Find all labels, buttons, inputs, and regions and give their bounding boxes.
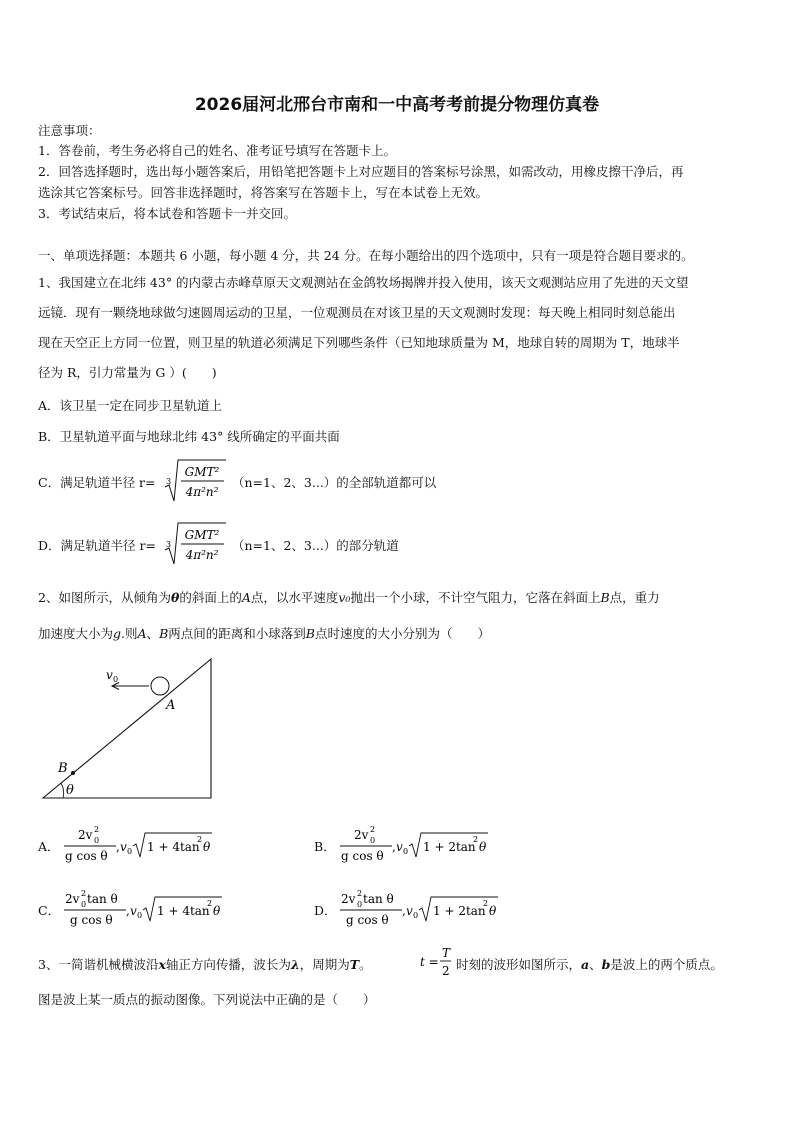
- q2-option-c-label: C．: [38, 903, 61, 918]
- q3-line-1-cont: 时刻的波形如图所示，a、b是波上的两个质点。: [456, 957, 723, 972]
- q2-option-d-formula: [338, 886, 508, 932]
- svg-text:2v: 2v: [341, 892, 356, 906]
- svg-text:v: v: [120, 840, 127, 854]
- theta-label: θ: [66, 783, 74, 798]
- v0-label: v: [106, 668, 113, 682]
- svg-text:g cos θ: g cos θ: [341, 849, 384, 863]
- q2-incline-figure: [40, 655, 220, 805]
- q2-line-2: 加速度大小为g.则A、B两点间的距离和小球落到B点时速度的大小分别为（ ）: [38, 626, 490, 641]
- svg-text:1 + 2tan: 1 + 2tan: [433, 904, 486, 918]
- svg-text:t =: t =: [420, 955, 439, 969]
- svg-text:0: 0: [403, 847, 409, 856]
- svg-text:0: 0: [127, 847, 133, 856]
- point-b-dot: [71, 771, 75, 775]
- q1-line-1: 1、我国建立在北纬 43° 的内蒙古赤峰草原天文观测站在金鸽牧场揭牌并投入使用，该天文观测站应用了先进的天文望: [38, 275, 689, 290]
- svg-text:g cos θ: g cos θ: [70, 913, 113, 927]
- svg-text:0: 0: [370, 836, 376, 845]
- q2-option-b-formula: [338, 822, 498, 868]
- root-index: 3: [166, 477, 172, 486]
- svg-text:2: 2: [442, 964, 450, 978]
- svg-text:,: ,: [126, 904, 130, 918]
- notice-heading: 注意事项：: [38, 123, 101, 138]
- q2-option-c-formula: [62, 886, 232, 932]
- incline-triangle: [43, 659, 211, 798]
- q1-option-c-formula: [162, 457, 228, 505]
- svg-text:v: v: [130, 904, 137, 918]
- svg-text:tan θ: tan θ: [363, 892, 394, 906]
- svg-text:2v: 2v: [354, 828, 369, 842]
- q2-option-a-formula: [62, 822, 222, 868]
- section-heading: 一、单项选择题：本题共 6 小题，每小题 4 分，共 24 分。在每小题给出的四个选项中，只有一项是符合题目要求的。: [38, 248, 694, 263]
- page-title: 2026届河北邢台市南和一中高考考前提分物理仿真卷: [194, 95, 600, 115]
- fraction-denominator: 4π²n²: [185, 548, 219, 562]
- q1-option-d-suffix: （n=1、2、3...）的部分轨道: [232, 538, 399, 553]
- q1-line-3: 现在天空正上方同一位置，则卫星的轨道必须满足下列哪些条件（已知地球质量为 M，地球自转的周期为 T，地球半: [38, 335, 680, 350]
- svg-text:2v: 2v: [78, 828, 93, 842]
- svg-text:0: 0: [137, 911, 143, 920]
- q1-option-b: B．卫星轨道平面与地球北纬 43° 线所确定的平面共面: [38, 429, 340, 444]
- fraction-numerator: GMT²: [184, 528, 220, 542]
- q2-option-a-label: A．: [38, 839, 60, 854]
- q1-option-d-prefix: D．满足轨道半径 r=: [38, 538, 156, 553]
- svg-text:2: 2: [94, 825, 100, 834]
- q2-option-b-label: B．: [314, 839, 336, 854]
- q1-option-a: A．该卫星一定在同步卫星轨道上: [38, 398, 223, 413]
- notice-item-3: 3．考试结束后，将本试卷和答题卡一并交回。: [38, 206, 296, 221]
- root-index: 3: [166, 540, 172, 549]
- svg-text:g cos θ: g cos θ: [65, 849, 108, 863]
- svg-text:1 + 4tan: 1 + 4tan: [157, 904, 210, 918]
- q3-line-1: 3、一简谐机械横波沿x轴正方向传播，波长为λ，周期为T。: [38, 957, 372, 972]
- svg-text:2v: 2v: [65, 892, 80, 906]
- q1-line-2: 远镜．现有一颗绕地球做匀速圆周运动的卫星，一位观测员在对该卫星的天文观测时发现：每天晚上相同时刻总能出: [38, 305, 676, 320]
- q2-option-d-label: D．: [314, 903, 337, 918]
- ball: [151, 677, 169, 695]
- svg-text:2: 2: [81, 889, 87, 898]
- q1-option-d-formula: [162, 520, 228, 568]
- svg-text:v: v: [396, 840, 403, 854]
- svg-text:0: 0: [357, 900, 363, 909]
- notice-item-2-cont: 选涂其它答案标号。回答非选择题时，将答案写在答题卡上，写在本试卷上无效。: [38, 185, 489, 200]
- svg-text:,: ,: [392, 840, 396, 854]
- svg-text:θ: θ: [489, 904, 497, 918]
- q2-line-1: 2、如图所示，从倾角为θ的斜面上的A点，以水平速度v₀抛出一个小球，不计空气阻力，它落在斜面上B点，重力: [38, 590, 660, 605]
- v0-subscript: 0: [113, 675, 119, 684]
- q1-option-c-prefix: C．满足轨道半径 r=: [38, 475, 156, 490]
- point-a-label: A: [166, 698, 176, 713]
- svg-text:tan θ: tan θ: [87, 892, 118, 906]
- svg-text:0: 0: [81, 900, 87, 909]
- svg-text:,: ,: [116, 840, 120, 854]
- svg-text:,: ,: [402, 904, 406, 918]
- notice-item-1: 1．答卷前，考生务必将自己的姓名、准考证号填写在答题卡上。: [38, 143, 396, 158]
- svg-text:2: 2: [207, 899, 213, 908]
- svg-text:v: v: [406, 904, 413, 918]
- angle-arc: [61, 783, 64, 798]
- svg-text:T: T: [442, 946, 451, 960]
- fraction-denominator: 4π²n²: [185, 485, 219, 499]
- q3-time-fraction: [418, 944, 456, 982]
- notice-item-2: 2．回答选择题时，选出每小题答案后，用铅笔把答题卡上对应题目的答案标号涂黑，如需改动，用橡皮擦干净后，再: [38, 164, 684, 179]
- q3-line-2: 图是波上某一质点的振动图像。下列说法中正确的是（ ）: [38, 992, 376, 1007]
- svg-text:0: 0: [413, 911, 419, 920]
- svg-text:1 + 4tan: 1 + 4tan: [147, 840, 200, 854]
- svg-text:g cos θ: g cos θ: [346, 913, 389, 927]
- svg-text:2: 2: [483, 899, 489, 908]
- svg-text:0: 0: [94, 836, 100, 845]
- svg-text:θ: θ: [203, 840, 211, 854]
- svg-text:2: 2: [197, 835, 203, 844]
- q1-option-c-suffix: （n=1、2、3...）的全部轨道都可以: [232, 475, 437, 490]
- svg-text:θ: θ: [479, 840, 487, 854]
- svg-text:2: 2: [357, 889, 363, 898]
- point-b-label: B: [58, 761, 68, 776]
- svg-text:2: 2: [370, 825, 376, 834]
- q1-line-4: 径为 R，引力常量为 G ）( ): [38, 365, 217, 380]
- svg-text:θ: θ: [213, 904, 221, 918]
- fraction-numerator: GMT²: [184, 465, 220, 479]
- svg-text:2: 2: [473, 835, 479, 844]
- svg-text:1 + 2tan: 1 + 2tan: [423, 840, 476, 854]
